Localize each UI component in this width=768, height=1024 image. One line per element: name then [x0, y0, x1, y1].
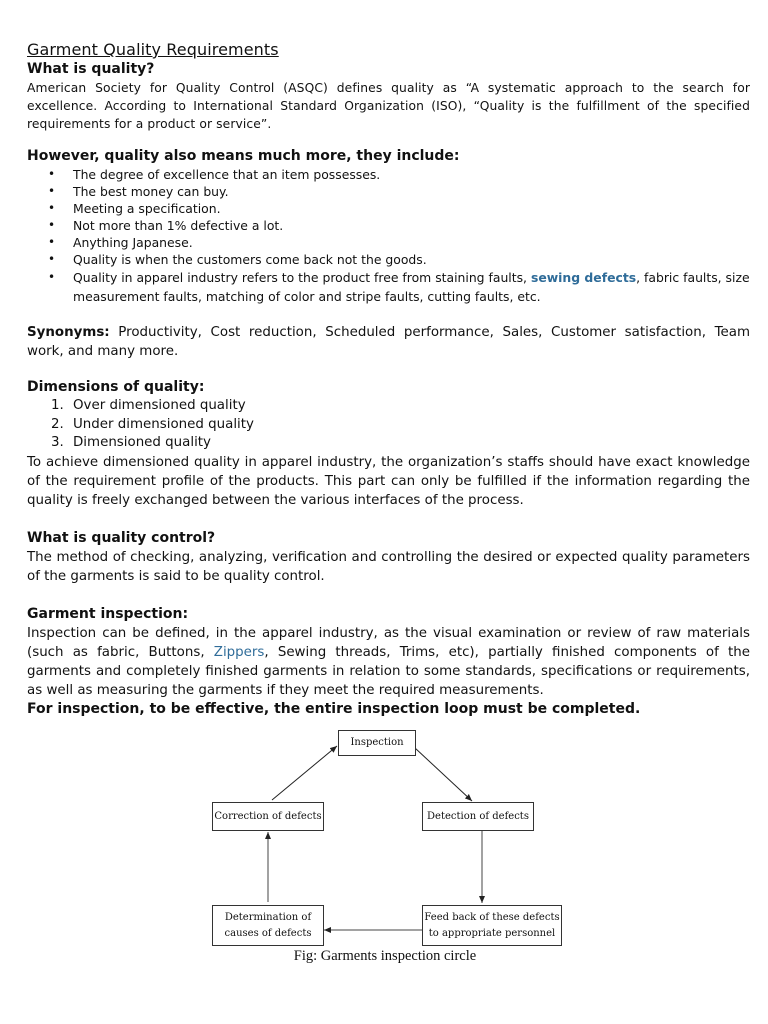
synonyms-text: Productivity, Cost reduction, Scheduled performance, Sales, Customer satisfaction, Team work, and many more.	[27, 325, 750, 359]
synonyms-label: Synonyms:	[27, 325, 110, 340]
list-item: • The degree of excellence that an item possesses.	[73, 166, 750, 183]
node-detection-of-defects: Detection of defects	[422, 802, 534, 831]
heading-what-is-quality: What is quality?	[27, 61, 155, 77]
list-item: • Quality is when the customers come back not the goods.	[73, 251, 750, 268]
list-item: 2. Under dimensioned quality	[51, 416, 254, 432]
list-item-text: Quality in apparel industry refers to the product free from staining faults,	[73, 270, 531, 285]
paragraph-synonyms	[27, 323, 750, 361]
sewing-defects-link[interactable]: sewing defects	[530, 270, 637, 285]
document-page	[27, 40, 750, 719]
page-title: Garment Quality Requirements	[27, 40, 279, 59]
list-item	[73, 268, 750, 306]
node-correction-of-defects: Correction of defects	[212, 802, 324, 831]
list-item: • Meeting a specification.	[73, 200, 750, 217]
list-item: • The best money can buy.	[73, 183, 750, 200]
list-item: • Not more than 1% defective a lot.	[73, 217, 750, 234]
dimensions-list	[27, 397, 750, 453]
heading-garment-inspection: Garment inspection:	[27, 605, 189, 622]
quality-meanings-list	[27, 166, 750, 306]
paragraph-inspection-loop: For inspection, to be effective, the entire inspection loop must be completed.	[27, 700, 641, 717]
arrow-inspection-to-detection	[415, 748, 472, 801]
paragraph-dimensions: To achieve dimensioned quality in apparel industry, the organization’s staffs should have exact knowledge of the requirement profile of the products. This part can only be fulfilled if the information regarding the quality is freely exchanged between the various interfaces of the process.	[27, 454, 750, 508]
list-item: 3. Dimensioned quality	[51, 435, 211, 451]
figure-caption: Fig: Garments inspection circle	[293, 948, 477, 964]
heading-quality-control: What is quality control?	[27, 529, 216, 546]
heading-dimensions: Dimensions of quality:	[27, 379, 205, 395]
paragraph-garment-inspection: Inspection can be defined, in the apparel industry, as the visual examination or review of raw materials (such as fabric, Buttons, Zippers, Sewing threads, Trims, etc), partially finished components of the garments and completely finished garments in relation to some standards, specifications or requirements, as well as measuring the garments if they meet the required measurements.	[27, 625, 750, 698]
list-item: • Anything Japanese.	[73, 234, 750, 251]
heading-however: However, quality also means much more, they include:	[27, 148, 460, 164]
paragraph-quality-definition: American Society for Quality Control (ASQC) defines quality as “A systematic approach to the search for excellence. According to International Standard Organization (ISO), “Quality is the fulfillment of the specified requirements for a product or service”.	[27, 81, 750, 131]
node-inspection: Inspection	[338, 730, 416, 756]
list-item-text: , fabric faults, size measurement faults, matching of color and stripe faults, cutting faults, etc.	[73, 270, 750, 304]
arrow-correction-to-inspection	[272, 746, 337, 800]
node-feedback-to-personnel: Feed back of these defects to appropriate personnel	[422, 905, 562, 946]
zippers-link[interactable]: Zippers	[213, 644, 265, 660]
paragraph-quality-control: The method of checking, analyzing, verification and controlling the desired or expected quality parameters of the garments is said to be quality control.	[27, 549, 750, 584]
list-item: 1. Over dimensioned quality	[51, 398, 246, 413]
node-determination-of-causes: Determination of causes of defects	[212, 905, 324, 946]
